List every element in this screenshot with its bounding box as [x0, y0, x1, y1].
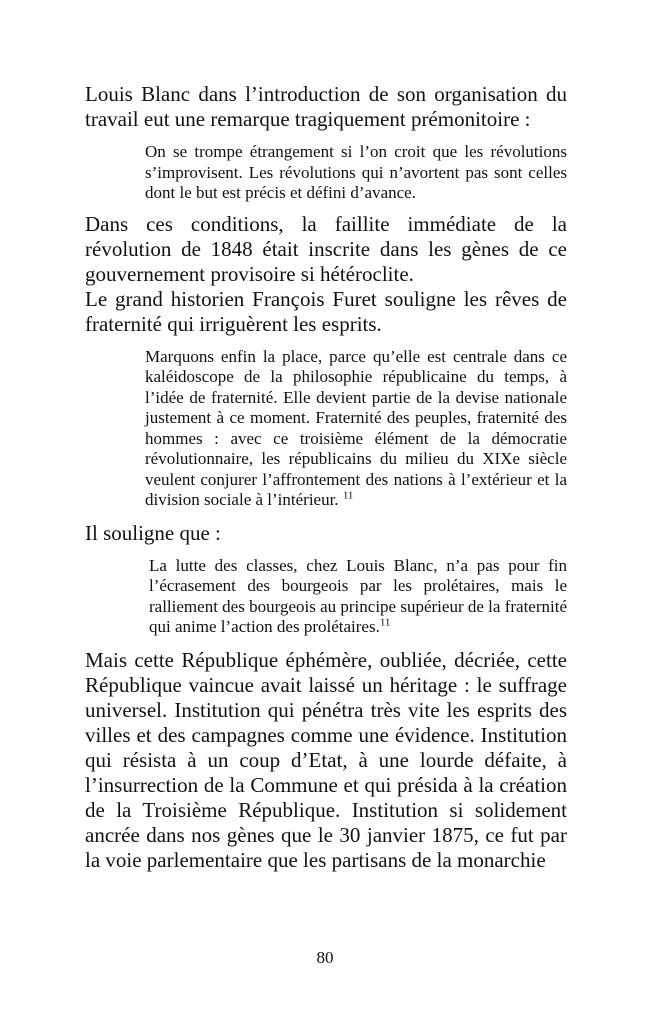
paragraph-faillite: Dans ces conditions, la faillite immédiate de la révolution de 1848 était inscrite dans les gènes de ce gouvernement provisoire si hétéroclite. — [85, 211, 567, 286]
paragraph-republique: Mais cette République éphémère, oubliée, décriée, cette République vaincue avait laissé un héritage : le suffrage universel. Institution qui pénétra très vite les esprits des villes et des campagnes comme une évidence. Institution qui résista à un coup d’Etat, à une lourde défaite, à l’insurrection de la Commune et qui présida à la création de la Troisième République. Institution si solidement ancrée dans nos gènes que le 30 janvier 1875, ce fut par la voie parlementaire que les partisans de la monarchie — [85, 647, 567, 872]
page-number: 80 — [316, 948, 334, 967]
quote-furet — [145, 347, 567, 511]
footnote-marker: 11 — [379, 616, 391, 629]
quote-furet-text: Marquons enfin la place, parce qu’elle est centrale dans ce kaléidoscope de la philosophie républicaine du temps, à l’idée de fraternité. Elle devient partie de la devise nationale justement à ce moment. Fraternité des peuples, fraternité des hommes : avec ce troisième élément de la démocratie révolutionnaire, les républicains du milieu du XIXe siècle veulent conjurer l’affrontement des nations à l’extérieur et la division sociale à l’intérieur. — [145, 346, 567, 509]
quote-lutte-des-classes — [145, 556, 567, 638]
quote-louis-blanc: On se trompe étrangement si l’on croit que les révolutions s’improvisent. Les révolutions qui n’avortent pas sont celles dont le but est précis et défini d’avance. — [145, 142, 567, 202]
paragraph-intro: Louis Blanc dans l’introduction de son organisation du travail eut une remarque tragiquement prémonitoire : — [85, 82, 567, 131]
paragraph-il-souligne: Il souligne que : — [85, 520, 221, 545]
paragraph-furet: Le grand historien François Furet souligne les rêves de fraternité qui irriguèrent les esprits. — [85, 286, 567, 336]
quote-lutte-text: La lutte des classes, chez Louis Blanc, n’a pas pour fin l’écrasement des bourgeois par les prolétaires, mais le ralliement des bourgeois au principe supérieur de la fraternité qui anime l’action des prolétaires. — [149, 555, 567, 636]
footnote-marker: 11 — [342, 489, 354, 502]
page-body — [85, 82, 567, 873]
